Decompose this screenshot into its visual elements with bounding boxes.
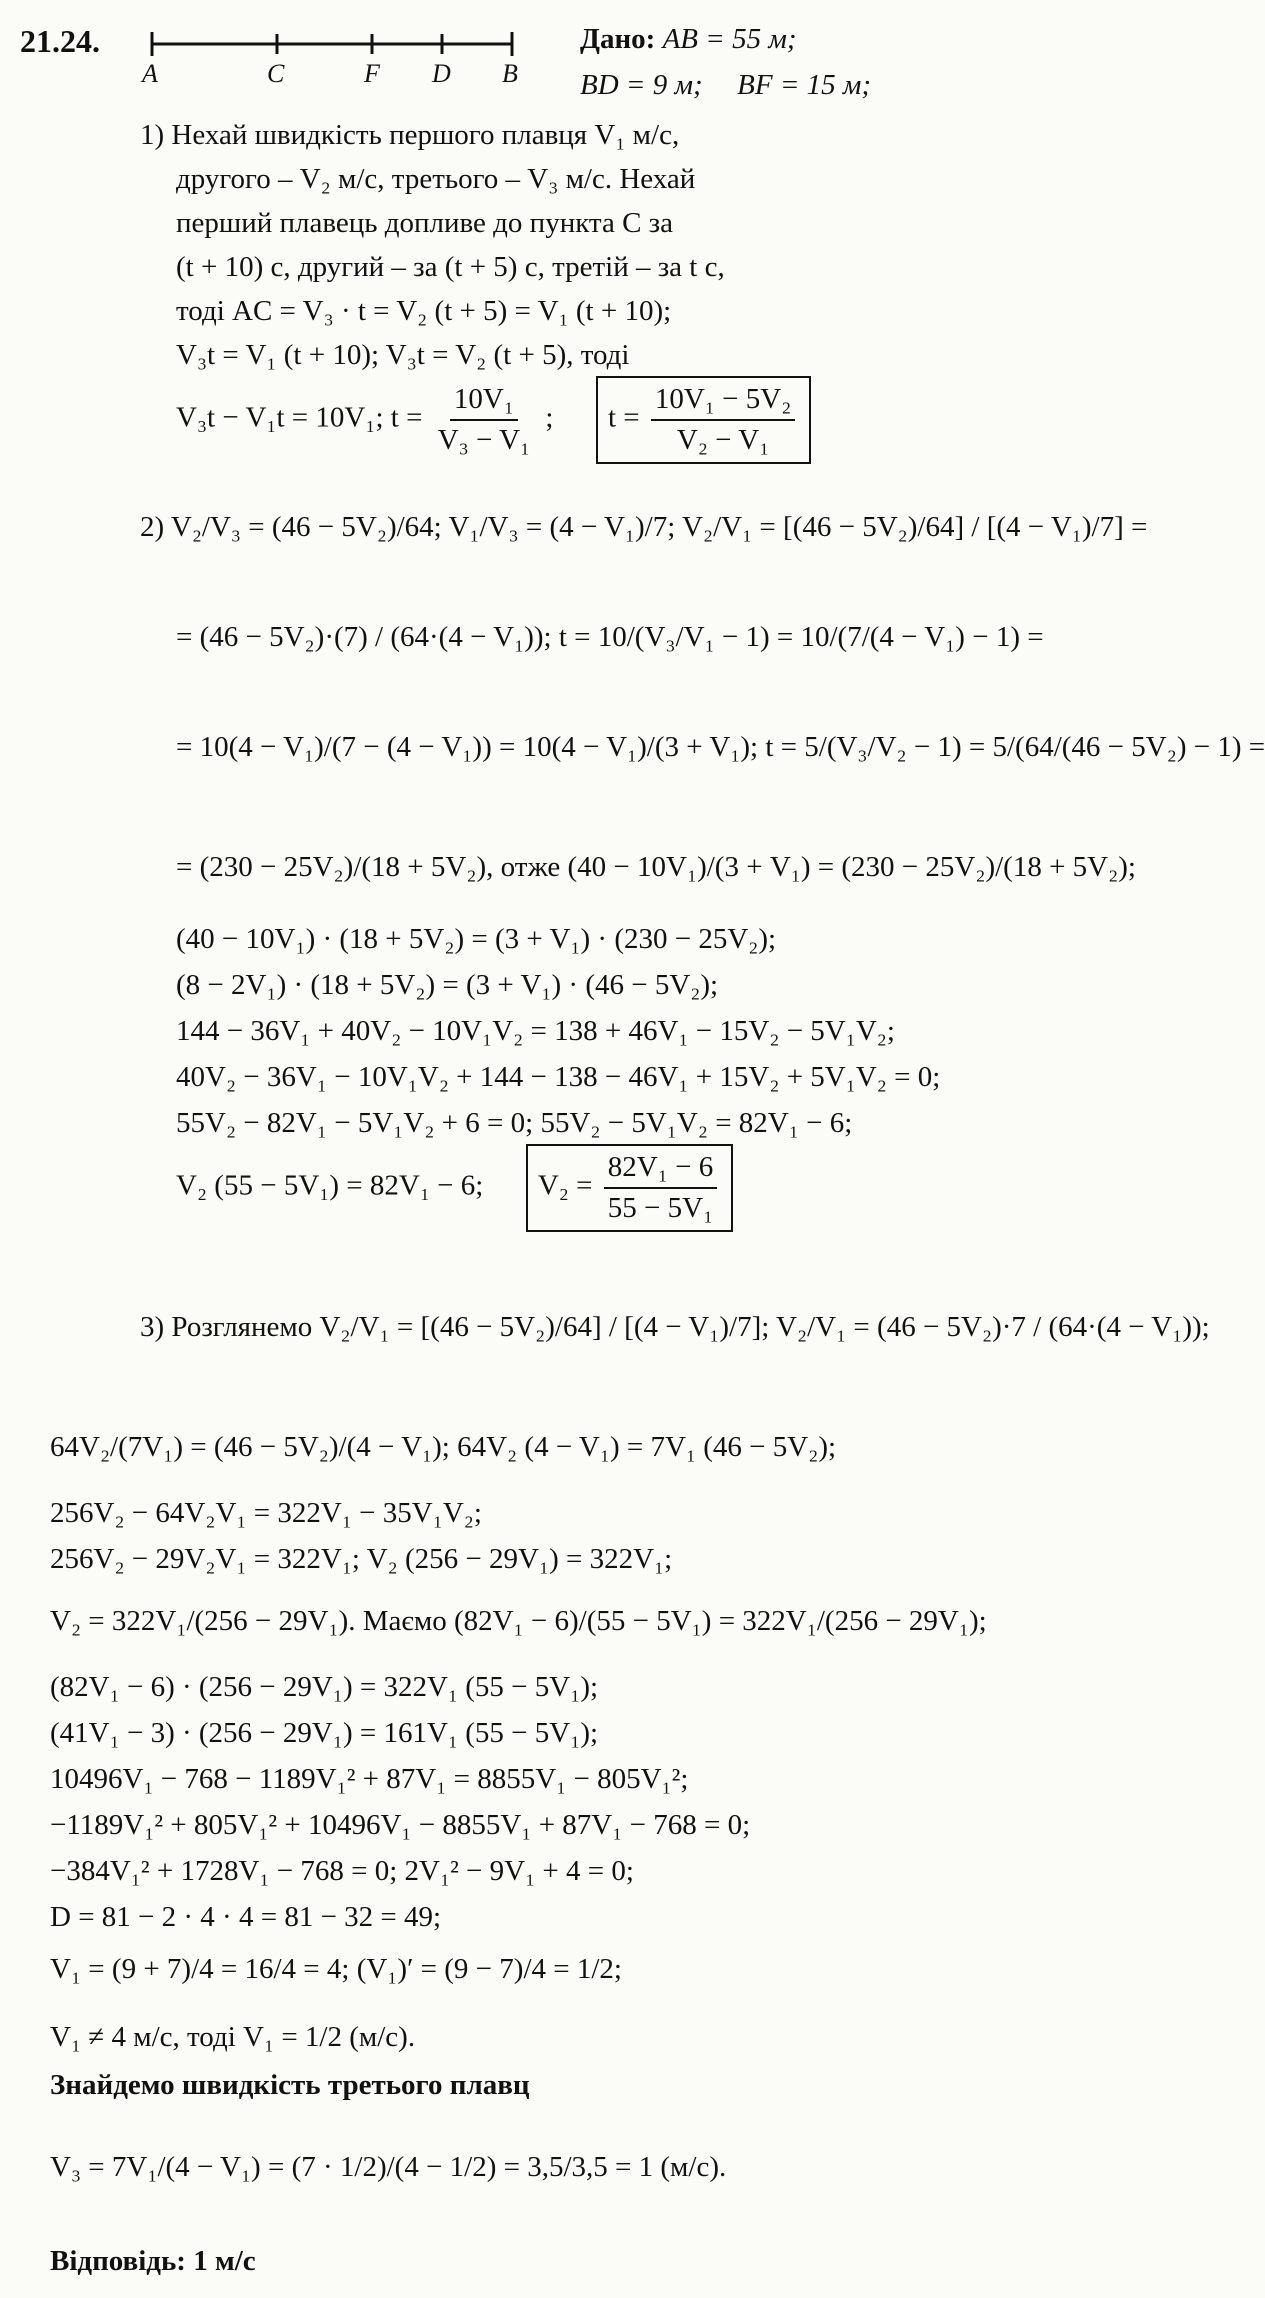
boxed-v2-lhs: V₂ =	[537, 1169, 593, 1202]
point-a-label: A	[142, 59, 158, 88]
part2-line-10	[176, 1144, 733, 1232]
part2-line-2: = (46 − 5V₂)·(7) / (64·(4 − V₁)); t = 10/(V₃/V₁ − 1) = 10/(7/(4 − V₁) − 1) =	[176, 621, 1044, 653]
part1-line-2: другого – V₂ м/с, третього – V₃ м/с. Нехай	[176, 163, 696, 195]
boxed-t-fraction	[651, 382, 795, 458]
part2-line-6: (8 − 2V₁) · (18 + 5V₂) = (3 + V₁) · (46 − 5V₂);	[176, 969, 719, 1001]
boxed-t-result	[596, 376, 811, 464]
given-bd: BD = 9 м;	[580, 69, 703, 101]
point-f-label: F	[364, 59, 380, 88]
answer-line: Відповідь: 1 м/с	[50, 2245, 256, 2277]
part1-line-6: V₃t = V₁ (t + 10); V₃t = V₂ (t + 5), тоді	[176, 339, 630, 371]
part3-line-9: −1189V₁² + 805V₁² + 10496V₁ − 8855V₁ + 87V₁ − 768 = 0;	[50, 1809, 751, 1841]
given-line-2	[580, 68, 871, 103]
part3-line-15: V₃ = 7V₁/(4 − V₁) = (7 · 1/2)/(4 − 1/2) = 3,5/3,5 = 1 (м/с).	[50, 2151, 727, 2183]
segment-diagram	[140, 20, 540, 90]
part3-line-10: −384V₁² + 1728V₁ − 768 = 0; 2V₁² − 9V₁ + 4 = 0;	[50, 1855, 634, 1887]
problem-number: 21.24.	[20, 23, 100, 59]
part3-line-3: 256V₂ − 64V₂V₁ = 322V₁ − 35V₁V₂;	[50, 1497, 482, 1529]
t-fraction-numerator: 10V₁	[450, 382, 518, 421]
t-fraction-denominator: V₃ − V₁	[437, 423, 531, 456]
point-d-label: D	[432, 59, 451, 88]
part3-line-5: V₂ = 322V₁/(256 − 29V₁). Маємо (82V₁ − 6)/(55 − 5V₁) = 322V₁/(256 − 29V₁);	[50, 1605, 987, 1637]
point-c-label: C	[267, 59, 285, 88]
given-label: Дано:	[580, 23, 656, 55]
given-ab: AB = 55 м;	[662, 23, 797, 55]
part2-line-3: = 10(4 − V₁)/(7 − (4 − V₁)) = 10(4 − V₁)/(3 + V₁); t = 5/(V₃/V₂ − 1) = 5/(64/(46 − 5V₂) − 1) =	[176, 731, 1265, 763]
part3-line-11: D = 81 − 2 · 4 · 4 = 81 − 32 = 49;	[50, 1901, 442, 1933]
part2-line-4: = (230 − 25V₂)/(18 + 5V₂), отже (40 − 10V₁)/(3 + V₁) = (230 − 25V₂)/(18 + 5V₂);	[176, 851, 1136, 883]
boxed-v2-fraction	[604, 1150, 717, 1226]
part2-line-8: 40V₂ − 36V₁ − 10V₁V₂ + 144 − 138 − 46V₁ + 15V₂ + 5V₁V₂ = 0;	[176, 1061, 941, 1093]
boxed-v2-denominator: 55 − 5V₁	[607, 1191, 714, 1224]
part1-line-5: тоді AC = V₃ · t = V₂ (t + 5) = V₁ (t + 10);	[176, 295, 672, 327]
boxed-v2-result	[526, 1144, 733, 1232]
part2-line-7: 144 − 36V₁ + 40V₂ − 10V₁V₂ = 138 + 46V₁ − 15V₂ − 5V₁V₂;	[176, 1015, 895, 1047]
part2-line-1: 2) V₂/V₃ = (46 − 5V₂)/64; V₁/V₃ = (4 − V₁)/7; V₂/V₁ = [(46 − 5V₂)/64] / [(4 − V₁)/7] =	[140, 511, 1148, 543]
part2-line-10-lhs: V₂ (55 − 5V₁) = 82V₁ − 6;	[176, 1169, 484, 1202]
t-fraction	[434, 382, 534, 458]
given-line-1	[580, 22, 797, 57]
point-b-label: B	[502, 59, 518, 88]
part3-line-7: (41V₁ − 3) · (256 − 29V₁) = 161V₁ (55 − 5V₁);	[50, 1717, 599, 1749]
part3-line-12: V₁ = (9 + 7)/4 = 16/4 = 4; (V₁)′ = (9 − 7)/4 = 1/2;	[50, 1953, 622, 1985]
boxed-v2-numerator: 82V₁ − 6	[604, 1150, 717, 1189]
part3-line-4: 256V₂ − 29V₂V₁ = 322V₁; V₂ (256 − 29V₁) = 322V₁;	[50, 1543, 673, 1575]
part1-line-4: (t + 10) с, другий – за (t + 5) с, третій – за t с,	[176, 251, 725, 283]
part1-line-7-lhs: V₃t − V₁t = 10V₁; t =	[176, 401, 423, 434]
part3-line-8: 10496V₁ − 768 − 1189V₁² + 87V₁ = 8855V₁ − 805V₁²;	[50, 1763, 689, 1795]
given-bf: BF = 15 м;	[737, 69, 872, 101]
part1-line-3: перший плавець допливе до пункта C за	[176, 207, 673, 239]
part2-line-9: 55V₂ − 82V₁ − 5V₁V₂ + 6 = 0; 55V₂ − 5V₁V₂ = 82V₁ − 6;	[176, 1107, 853, 1139]
part1-line-7: V₃t − V₁t = 10V₁; t = $\frac{\text{10V₁}}{\text{V₃ − V₁}}$ ; t = $\frac{\text{10V₁ − 5V₂}}{\text{V₂ − V₁}}$	[176, 376, 811, 464]
part3-line-6: (82V₁ − 6) · (256 − 29V₁) = 322V₁ (55 − 5V₁);	[50, 1671, 599, 1703]
part3-line-2: 64V₂/(7V₁) = (46 − 5V₂)/(4 − V₁); 64V₂ (4 − V₁) = 7V₁ (46 − 5V₂);	[50, 1431, 837, 1463]
part2-line-5: (40 − 10V₁) · (18 + 5V₂) = (3 + V₁) · (230 − 25V₂);	[176, 923, 777, 955]
boxed-t-denominator: V₂ − V₁	[676, 423, 770, 456]
boxed-t-numerator: 10V₁ − 5V₂	[651, 382, 795, 421]
part3-line-1: 3) Розглянемо V₂/V₁ = [(46 − 5V₂)/64] / [(4 − V₁)/7]; V₂/V₁ = (46 − 5V₂)·7 / (64·(4 − V₁));	[140, 1311, 1210, 1343]
part1-line-1: 1) Нехай швидкість першого плавця V₁ м/с,	[140, 119, 680, 151]
part3-line-14: Знайдемо швидкість третього плавц	[50, 2069, 530, 2101]
part3-line-13: V₁ ≠ 4 м/с, тоді V₁ = 1/2 (м/с).	[50, 2021, 416, 2053]
boxed-t-lhs: t =	[607, 401, 640, 434]
